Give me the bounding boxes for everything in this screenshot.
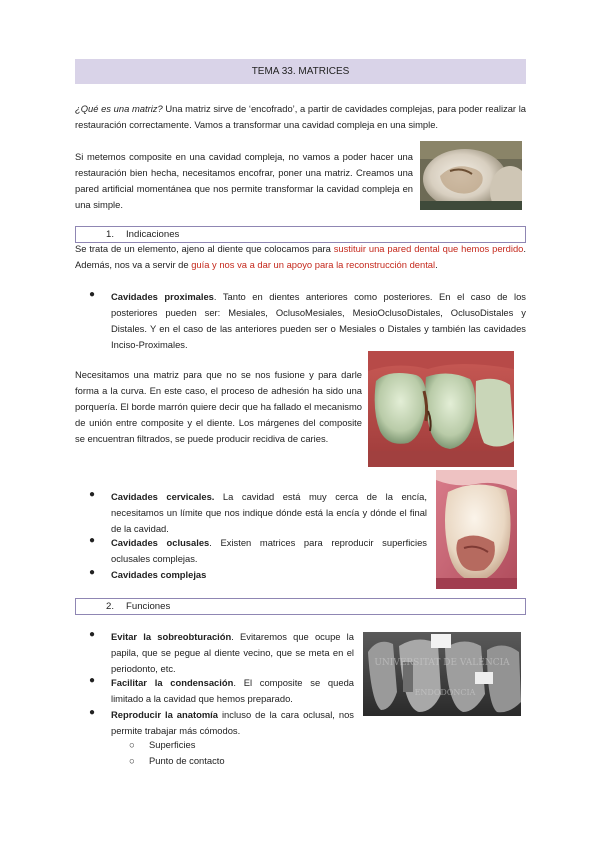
composite-paragraph: Si metemos composite en una cavidad compleja, no vamos a poder hacer una restauración bien hecha, necesitamos encofrar, poner una matriz. Creamos una pared artificial momentánea que nos permite transformar la cavidad compleja en una simple. <box>75 151 413 210</box>
xray-photo <box>363 632 521 716</box>
page-title: TEMA 33. MATRICES <box>251 66 350 77</box>
indicaciones-text-a: Se trata de un elemento, ajeno al diente que colocamos para <box>75 243 334 254</box>
sobreobturacion-body: . Evitaremos que ocupe la papila, que se pegue al diente vecino, que se meta en el periodonto, etc. <box>111 631 354 674</box>
indicaciones-text-c: . <box>435 259 438 270</box>
intro-text: Una matriz sirve de ‘encofrado’, a partir de cavidades complejas, para poder realizar la restauración correctamente. Vamos a transformar una cavidad compleja en una simple. <box>75 103 526 130</box>
sub-item-label: Punto de contacto <box>149 755 225 766</box>
list-item-anatomia <box>89 707 354 739</box>
list-item-complejas <box>89 567 427 583</box>
list-item-cervicales <box>89 489 427 537</box>
proximales-heading: Cavidades proximales <box>111 291 214 302</box>
bullet-icon: ● <box>89 289 96 300</box>
complejas-text <box>111 567 427 583</box>
anterior-teeth-photo <box>368 351 514 467</box>
section-funciones-header <box>75 598 526 615</box>
sub-item-superficies <box>129 739 249 753</box>
bullet-icon: ● <box>89 707 96 718</box>
sub-item-punto-contacto <box>129 755 269 769</box>
complejas-heading: Cavidades complejas <box>111 569 207 580</box>
oclusales-body: . Existen matrices para reproducir superficies oclusales complejas. <box>111 537 427 564</box>
molar-cavity-photo <box>420 141 522 210</box>
intro-question: ¿Qué es una matriz? <box>75 103 163 114</box>
xray-watermark-line2: ENDODONCIA <box>414 688 476 697</box>
list-item-condensacion <box>89 675 354 707</box>
cervicales-text <box>111 489 427 537</box>
anatomia-body: incluso de la cara oclusal, nos permite trabajar más cómodos. <box>111 709 354 736</box>
anatomia-text <box>111 707 354 739</box>
condensacion-text <box>111 675 354 707</box>
sobreobturacion-text <box>111 629 354 677</box>
page-title-bar <box>75 59 526 84</box>
sub-item-label: Superficies <box>149 739 196 750</box>
bullet-icon: ● <box>89 535 96 546</box>
section-label: Indicaciones <box>126 229 180 240</box>
section-number: 1. <box>106 229 115 240</box>
condensacion-heading: Facilitar la condensación <box>111 677 234 688</box>
proximales-body: . Tanto en dientes anteriores como posteriores. En el caso de los posteriores pueden ser: Mesiales, OclusoMesiales, MesioOclusoDistales, OclusoDistales y Distales. Y en el caso de las anteriores pueden ser o Mesiales o Distales y también las cavidades Inciso-Proximales. <box>111 291 526 350</box>
sobreobturacion-heading: Evitar la sobreobturación <box>111 631 232 642</box>
cervical-cavity-photo <box>436 470 517 589</box>
cervicales-body: La cavidad está muy cerca de la encía, necesitamos un límite que nos indique dónde está la encía y dónde el final de la cavidad. <box>111 491 427 534</box>
indicaciones-text-b: . Además, nos va a servir de <box>75 243 526 270</box>
indicaciones-highlight-a: sustituir una pared dental que hemos perdido <box>333 243 524 254</box>
proximal-explanation-paragraph: Necesitamos una matriz para que no se nos fusione y para darle forma a la curva. En este caso, el proceso de adhesión ha sido una porquería. El borde marrón quiere decir que ha fallado el mecanismo de unión entre composite y el diente. Los márgenes del composite se encuentran filtrados, se puede producir recidiva de caries. <box>75 369 362 444</box>
section-label: Funciones <box>126 601 171 612</box>
indicaciones-paragraph <box>75 241 526 273</box>
indicaciones-highlight-b: guía y nos va a dar un apoyo para la reconstrucción dental <box>191 259 436 270</box>
intro-paragraph <box>75 101 526 133</box>
bullet-icon: ● <box>89 489 96 500</box>
bullet-icon: ● <box>89 567 96 578</box>
list-item-proximales <box>89 289 526 353</box>
xray-watermark-line1: UNIVERSITAT DE VALÈNCIA <box>374 658 510 668</box>
oclusales-text <box>111 535 427 567</box>
section-number: 2. <box>106 601 115 612</box>
circle-bullet-icon: ○ <box>129 739 135 750</box>
bullet-icon: ● <box>89 675 96 686</box>
circle-bullet-icon: ○ <box>129 755 135 766</box>
cervicales-heading: Cavidades cervicales. <box>111 491 215 502</box>
condensacion-body: . El composite se queda limitado a la cavidad que hemos preparado. <box>111 677 355 704</box>
list-item-oclusales <box>89 535 427 567</box>
list-item-sobreobturacion <box>89 629 354 677</box>
anatomia-heading: Reproducir la anatomía <box>111 709 218 720</box>
bullet-icon: ● <box>89 629 96 640</box>
oclusales-heading: Cavidades oclusales <box>111 537 210 548</box>
proximales-text <box>111 289 526 353</box>
